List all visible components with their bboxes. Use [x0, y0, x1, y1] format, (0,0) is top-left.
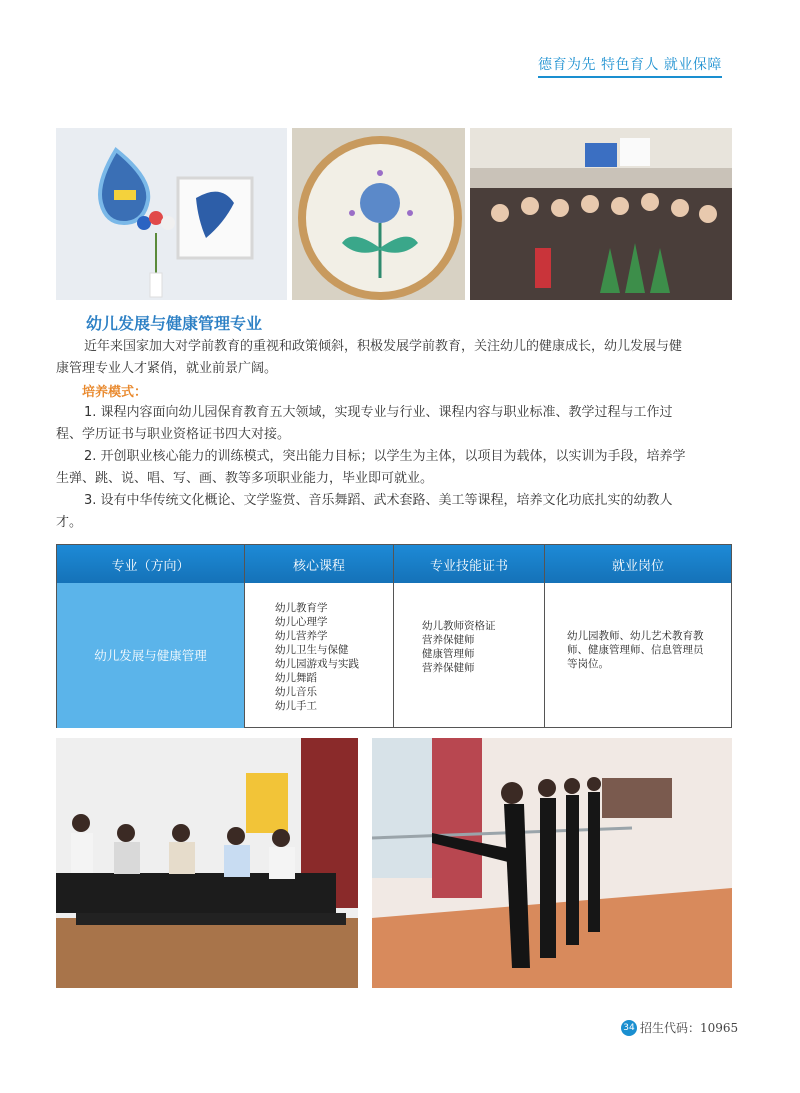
course-item: 幼儿音乐 [275, 686, 317, 698]
course-item: 幼儿卫生与保健 [275, 644, 349, 656]
table-divider [244, 545, 245, 728]
item-line: 3. 设有中华传统文化概论、文学鉴赏、音乐舞蹈、武术套路、美工等课程，培养文化功底扎实的幼教人 [84, 493, 673, 508]
intro-line: 近年来国家加大对学前教育的重视和政策倾斜，积极发展学前教育，关注幼儿的健康成长，幼儿发展与健 [84, 339, 683, 354]
course-item: 幼儿手工 [275, 700, 317, 712]
certificate-item: 健康管理师 [422, 648, 475, 660]
dance-class-photo [372, 738, 732, 988]
course-item: 幼儿教育学 [275, 602, 328, 614]
course-item: 幼儿园游戏与实践 [275, 658, 359, 670]
table-cell-courses [245, 583, 393, 728]
item-line: 生弹、跳、说、唱、写、画、教等多项职业能力，毕业即可就业。 [56, 471, 434, 486]
table-header-major: 专业（方向） [57, 545, 244, 583]
page-number-badge: 34 [621, 1020, 637, 1036]
certificate-item: 营养保健师 [422, 634, 475, 646]
embroidery-photo [292, 128, 465, 300]
crafts-photo [56, 128, 287, 300]
program-table [56, 544, 732, 728]
piano-class-photo [56, 738, 358, 988]
certificate-item: 营养保健师 [422, 662, 475, 674]
certificate-item: 幼儿教师资格证 [422, 620, 496, 632]
course-item: 幼儿心理学 [275, 616, 328, 628]
item-line: 才。 [56, 515, 83, 530]
classroom-group-photo [470, 128, 732, 300]
table-header-jobs: 就业岗位 [545, 545, 731, 583]
intro-paragraph [56, 336, 746, 380]
course-item: 幼儿营养学 [275, 630, 328, 642]
table-divider [393, 545, 394, 728]
item-line: 程、学历证书与职业资格证书四大对接。 [56, 427, 291, 442]
job-line: 等岗位。 [567, 658, 609, 670]
table-header-courses: 核心课程 [245, 545, 393, 583]
table-cell-certificates [394, 583, 544, 728]
item-line: 1. 课程内容面向幼儿园保育教育五大领域，实现专业与行业、课程内容与职业标准、教学过程与工作过 [84, 405, 673, 420]
intro-line: 康管理专业人才紧俏，就业前景广阔。 [56, 361, 278, 376]
job-line: 幼儿园教师、幼儿艺术教育教 [567, 630, 704, 642]
section-title: 幼儿发展与健康管理专业 [86, 314, 263, 333]
table-header-certificates: 专业技能证书 [394, 545, 544, 583]
header-slogan: 德育为先 特色育人 就业保障 [538, 54, 722, 78]
item-line: 2. 开创职业核心能力的训练模式，突出能力目标；以学生为主体，以项目为载体，以实训为手段，培养学 [84, 449, 686, 464]
job-line: 师、健康管理师、信息管理员 [567, 644, 704, 656]
table-divider [544, 545, 545, 728]
training-mode-title: 培养模式： [82, 385, 148, 400]
table-cell-major: 幼儿发展与健康管理 [57, 583, 244, 728]
table-cell-jobs [545, 583, 731, 728]
course-item: 幼儿舞蹈 [275, 672, 317, 684]
enrollment-code: 招生代码：10965 [640, 1021, 739, 1035]
training-items [56, 402, 746, 534]
